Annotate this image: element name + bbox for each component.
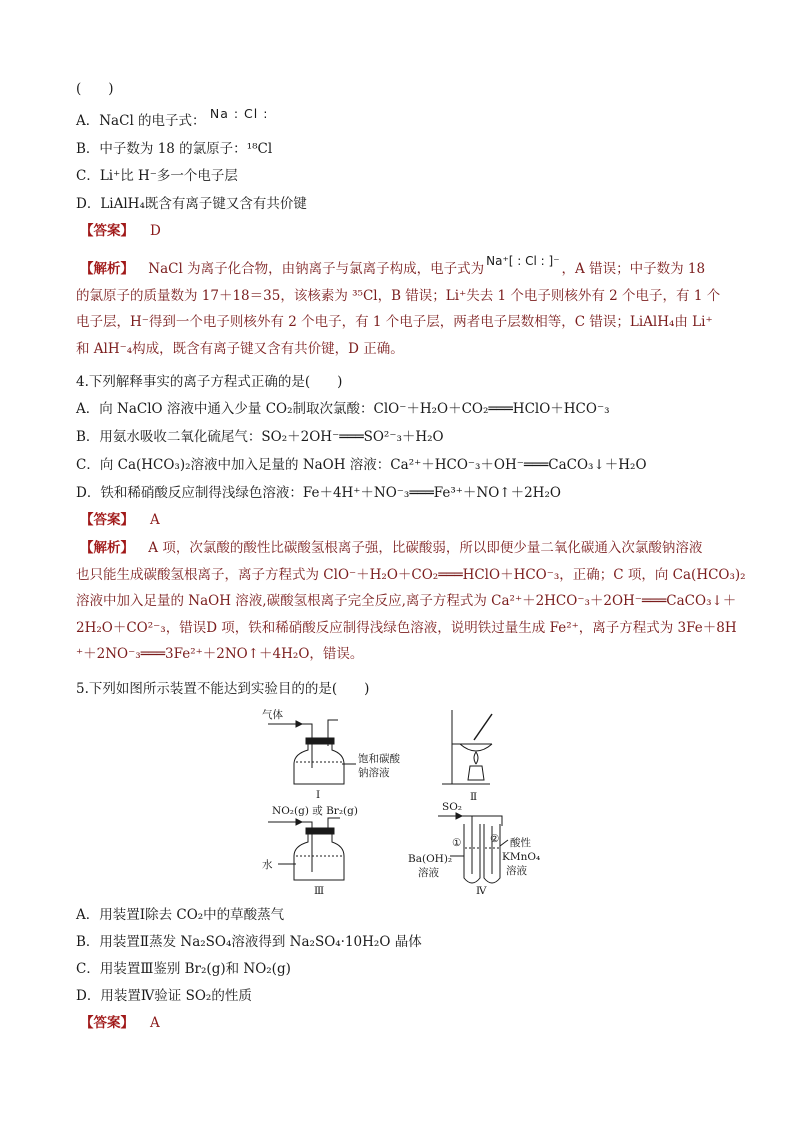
- label-i: Ⅰ: [316, 789, 321, 801]
- q3-analysis-formula: Na⁺[ : Cl : ]⁻: [486, 254, 560, 268]
- baoh-label-1: Ba(OH)₂: [408, 853, 453, 865]
- alcohol-lamp: [468, 766, 484, 780]
- q4-analysis-line-4: 2H₂O＋CO²⁻₃，错误D 项，铁和稀硝酸反应制得浅绿色溶液，说明铁过量生成 Fe²⁺，离子方程式为 3Fe＋8H: [76, 619, 737, 636]
- q4-analysis-line-1: A 项，次氯酸的酸性比碳酸氢根离子强，比碳酸弱，所以即便少量二氧化碳通入次氯酸钠溶液: [148, 540, 703, 556]
- kmno4-label-1: 酸性: [510, 837, 531, 849]
- bottle-stopper: [306, 738, 334, 744]
- bottle-body-iii: [294, 834, 344, 880]
- baoh-label-2: 溶液: [418, 867, 439, 879]
- q5-option-d: D．用装置Ⅳ验证 SO₂的性质: [76, 988, 252, 1004]
- inlet-arrowhead-iii: [296, 819, 302, 825]
- q4-answer: [76, 510, 160, 530]
- q5-option-a: A．用装置Ⅰ除去 CO₂中的草酸蒸气: [76, 907, 285, 923]
- label-ii: Ⅱ: [470, 791, 478, 803]
- q3-analysis-tag: 【解析】: [80, 261, 134, 277]
- q5-answer-value: A: [150, 1015, 160, 1031]
- q4-analysis-line-3: 溶液中加入足量的 NaOH 溶液,碳酸氢根离子完全反应,离子方程式为 Ca²⁺＋2HCO⁻₃＋2OH⁻═══CaCO₃↓＋: [76, 593, 737, 609]
- q3-option-b: [76, 139, 272, 159]
- bottle-body: [294, 744, 344, 784]
- so2-label: SO₂: [442, 801, 463, 813]
- q5-option-b: B．用装置Ⅱ蒸发 Na₂SO₄溶液得到 Na₂SO₄·10H₂O 晶体: [76, 934, 422, 950]
- q4-answer-value: A: [150, 512, 160, 528]
- leader-2: [500, 840, 508, 846]
- label-iii: Ⅲ: [314, 885, 325, 897]
- flame: [474, 752, 478, 764]
- q4-option-a: A．向 NaClO 溶液中通入少量 CO₂制取次氯酸：ClO⁻＋H₂O＋CO₂═══HClO＋HCO⁻₃: [76, 401, 610, 417]
- q3-answer-value: D: [150, 223, 161, 239]
- glass-rod: [474, 714, 492, 740]
- q3-analysis-line-5: 和 AlH⁻₄构成，既含有离子键又含有共价键，D 正确。: [76, 340, 404, 357]
- q3-analysis-line-1: NaCl 为离子化合物，由钠离子与氯离子构成，电子式为: [148, 261, 485, 277]
- apparatus-ii: [442, 710, 492, 784]
- bottle-stopper-iii: [306, 828, 334, 834]
- q3-option-b-formula: ¹⁸Cl: [246, 141, 273, 157]
- q5-answer: [76, 1013, 160, 1033]
- q3-analysis-line-4: 电子层，H⁻得到一个电子则核外有 2 个电子，有 1 个电子层，两者电子层数相等，C 错误；LiAlH₄由 Li⁺: [76, 314, 713, 330]
- evaporating-dish: [460, 744, 492, 751]
- apparatus-iv: [438, 813, 508, 883]
- q3-option-a-text: A．NaCl 的电子式：: [76, 113, 206, 129]
- inlet-arrowhead: [296, 721, 302, 727]
- q5-answer-tag: 【答案】: [80, 1015, 134, 1031]
- solution-label-1: 饱和碳酸: [358, 753, 400, 765]
- q3-option-b-text: B．中子数为 18 的氯原子：: [76, 141, 247, 157]
- tube-2-label: ②: [490, 833, 500, 845]
- q4-option-b: B．用氨水吸收二氧化硫尾气：SO₂＋2OH⁻═══SO²⁻₃＋H₂O: [76, 429, 444, 445]
- water-label: 水: [262, 859, 273, 871]
- q3-answer-tag: 【答案】: [80, 223, 134, 239]
- tube-1-label: ①: [452, 837, 462, 849]
- q4-stem: 4.下列解释事实的离子方程式正确的是( ): [76, 374, 343, 390]
- q4-analysis: [76, 535, 746, 668]
- apparatus-iii: [268, 818, 344, 880]
- q3-option-d: D．LiAlH₄既含有离子键又含有共价键: [76, 196, 307, 212]
- q4-answer-tag: 【答案】: [80, 512, 134, 528]
- apparatus-i: [268, 720, 356, 784]
- q5-option-c: C．用装置Ⅲ鉴别 Br₂(g)和 NO₂(g): [76, 961, 291, 977]
- solution-label-2: 钠溶液: [358, 767, 390, 779]
- q4-option-c: C．向 Ca(HCO₃)₂溶液中加入足量的 NaOH 溶液：Ca²⁺＋HCO⁻₃＋OH⁻═══CaCO₃↓＋H₂O: [76, 457, 647, 473]
- q4-analysis-tag: 【解析】: [80, 540, 134, 556]
- q3-analysis-line-3: 的氯原子的质量数为 17＋18＝35，该核素为 ³⁵Cl，B 错误；Li⁺失去 1 个电子则核外有 2 个电子，有 1 个: [76, 287, 721, 304]
- label-iv: Ⅳ: [476, 885, 487, 897]
- q3-analysis: [76, 254, 721, 362]
- kmno4-label-2: KMnO₄: [502, 851, 541, 863]
- q3-answer: [76, 221, 161, 241]
- q4-analysis-line-2: 也只能生成碳酸氢根离子，离子方程式为 ClO⁻＋H₂O＋CO₂═══HClO＋HCO⁻₃，正确；C 项，向 Ca(HCO₃)₂: [76, 566, 746, 583]
- q3-option-a-formula: Na : Cl :: [209, 106, 269, 121]
- q3-option-c: C．Li⁺比 H⁻多一个电子层: [76, 168, 238, 184]
- connector-tube: [462, 816, 502, 826]
- q3-paren: ( ): [76, 81, 114, 97]
- q5-stem: 5.下列如图所示装置不能达到实验目的的是( ): [76, 681, 370, 697]
- kmno4-label-3: 溶液: [506, 865, 527, 877]
- q4-analysis-line-5: ⁺＋2NO⁻₃═══3Fe²⁺＋2NO↑＋4H₂O，错误。: [76, 646, 364, 662]
- q3-option-a: [76, 106, 269, 131]
- q3-analysis-line-2: ，A 错误；中子数为 18: [561, 261, 706, 277]
- gas-label: 气体: [262, 709, 283, 721]
- q4-option-d: D．铁和稀硝酸反应制得浅绿色溶液：Fe＋4H⁺＋NO⁻₃═══Fe³⁺＋NO↑＋2H₂O: [76, 485, 561, 501]
- gas-label-3: NO₂(g) 或 Br₂(g): [272, 805, 358, 817]
- apparatus-figure: [256, 706, 556, 898]
- so2-arrowhead: [456, 813, 462, 819]
- inlet-tube: [302, 724, 312, 768]
- apparatus-diagram: [256, 706, 556, 898]
